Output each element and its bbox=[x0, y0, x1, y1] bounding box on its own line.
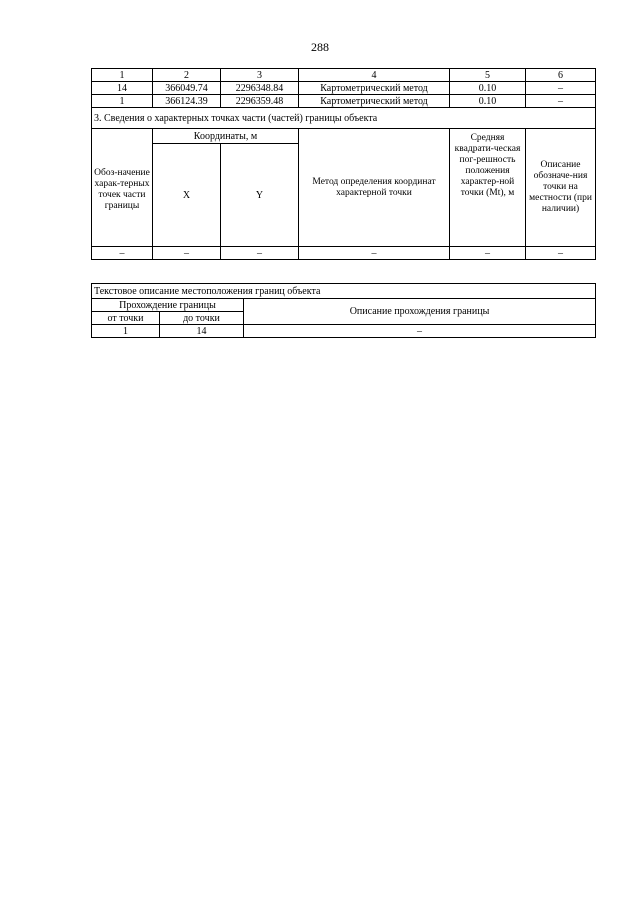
table-row bbox=[92, 82, 596, 95]
y-header: Y bbox=[221, 144, 299, 247]
from-header: от точки bbox=[92, 312, 160, 325]
dash-row bbox=[92, 247, 596, 260]
cell: 1 bbox=[92, 325, 160, 338]
page-number: 288 bbox=[311, 40, 329, 54]
passage-header: Прохождение границы bbox=[92, 299, 244, 312]
to-header: до точки bbox=[160, 312, 244, 325]
cell: 366049.74 bbox=[153, 82, 221, 95]
table-row bbox=[92, 325, 596, 338]
title-row bbox=[92, 284, 596, 299]
cell: – bbox=[526, 82, 596, 95]
x-header: X bbox=[153, 144, 221, 247]
header-row bbox=[92, 129, 596, 144]
points-table bbox=[91, 68, 596, 260]
cell: – bbox=[299, 247, 450, 260]
cell: 14 bbox=[160, 325, 244, 338]
col-num: 1 bbox=[92, 69, 153, 82]
cell: – bbox=[153, 247, 221, 260]
cell: 0.10 bbox=[450, 82, 526, 95]
cell: – bbox=[526, 95, 596, 108]
column-number-row bbox=[92, 69, 596, 82]
cell: 366124.39 bbox=[153, 95, 221, 108]
cell: 1 bbox=[92, 95, 153, 108]
passage-row bbox=[92, 299, 596, 312]
text-description-table bbox=[91, 283, 596, 338]
cell: Картометрический метод bbox=[299, 95, 450, 108]
cell: – bbox=[244, 325, 596, 338]
cell: – bbox=[221, 247, 299, 260]
text-description-title: Текстовое описание местоположения границ объекта bbox=[92, 284, 596, 299]
passage-description-header: Описание прохождения границы bbox=[244, 299, 596, 325]
col-num: 2 bbox=[153, 69, 221, 82]
cell: 2296348.84 bbox=[221, 82, 299, 95]
cell: Картометрический метод bbox=[299, 82, 450, 95]
cell: – bbox=[526, 247, 596, 260]
coords-header: Координаты, м bbox=[153, 129, 299, 144]
table-row bbox=[92, 95, 596, 108]
cell: – bbox=[450, 247, 526, 260]
cell: – bbox=[92, 247, 153, 260]
col-num: 5 bbox=[450, 69, 526, 82]
cell: 2296359.48 bbox=[221, 95, 299, 108]
cell: 14 bbox=[92, 82, 153, 95]
description-header: Описание обозначе-ния точки на местности (при наличии) bbox=[526, 129, 596, 247]
section-title-row bbox=[92, 108, 596, 129]
cell: 0.10 bbox=[450, 95, 526, 108]
designation-header: Обоз-начение харак-терных точек части границы bbox=[92, 129, 153, 247]
error-header: Средняя квадрати-ческая пог-решность положения характер-ной точки (Mt), м bbox=[450, 129, 526, 247]
col-num: 3 bbox=[221, 69, 299, 82]
col-num: 4 bbox=[299, 69, 450, 82]
method-header: Метод определения координат характерной точки bbox=[299, 129, 450, 247]
section3-title: 3. Сведения о характерных точках части (частей) границы объекта bbox=[92, 108, 596, 129]
col-num: 6 bbox=[526, 69, 596, 82]
